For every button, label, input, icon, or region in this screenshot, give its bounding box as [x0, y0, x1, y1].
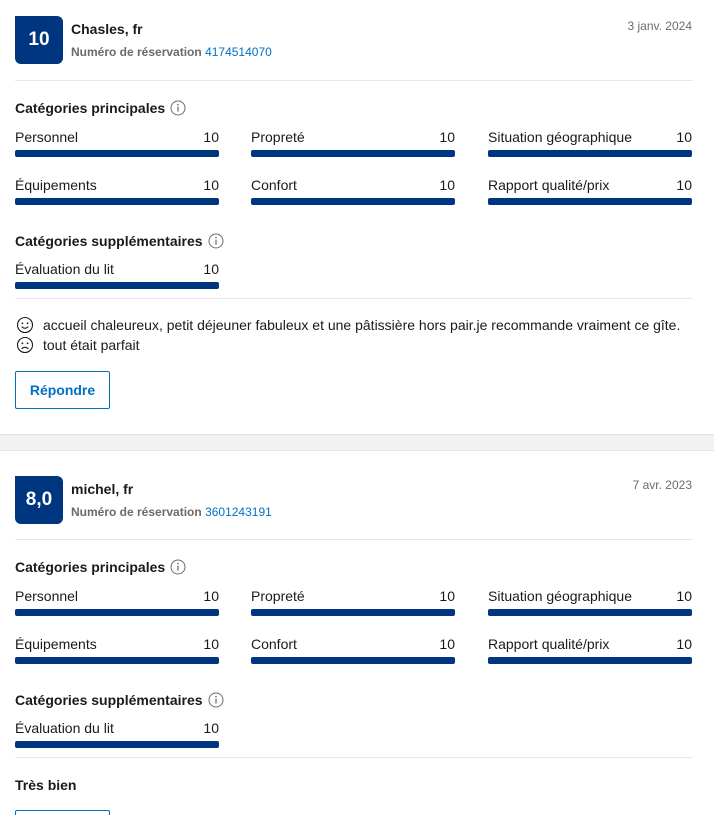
review-score-badge: 10 — [15, 16, 63, 64]
category-score: 10 — [439, 588, 455, 604]
category-score-fill — [15, 282, 219, 289]
category-score-bar — [15, 150, 219, 157]
main-categories-title: Catégories principales — [15, 100, 166, 116]
category-score: 10 — [439, 636, 455, 652]
category-score-fill — [251, 150, 455, 157]
category-score-fill — [488, 657, 692, 664]
booking-reference — [71, 505, 272, 519]
category-label: Évaluation du lit — [15, 261, 114, 277]
category-label: Équipements — [15, 177, 97, 193]
category-score: 10 — [676, 129, 692, 145]
category-score: 10 — [203, 129, 219, 145]
category-score: 10 — [203, 636, 219, 652]
category-score: 10 — [676, 636, 692, 652]
review-date: 7 avr. 2023 — [632, 478, 692, 492]
positive-comment — [16, 316, 680, 334]
category-score: 10 — [439, 177, 455, 193]
positive-comment-text: accueil chaleureux, petit déjeuner fabuleux et une pâtissière hors pair.je recommande vraiment ce gîte. — [43, 317, 681, 333]
category-score: 10 — [203, 588, 219, 604]
category-score-fill — [488, 198, 692, 205]
info-icon[interactable] — [170, 559, 186, 575]
category-label: Situation géographique — [488, 129, 633, 145]
category-score-bar — [488, 150, 692, 157]
main-categories-title: Catégories principales — [15, 559, 166, 575]
category-score-fill — [15, 657, 219, 664]
category-score-fill — [488, 150, 692, 157]
category-score: 10 — [676, 177, 692, 193]
category-label: Personnel — [15, 588, 79, 604]
category-label: Évaluation du lit — [15, 720, 114, 736]
booking-label: Numéro de réservation — [71, 45, 202, 59]
review-title: Très bien — [15, 777, 77, 793]
smiley-sad-icon — [16, 336, 34, 354]
category-label: Équipements — [15, 636, 97, 652]
info-icon[interactable] — [208, 233, 224, 249]
review-score-badge: 8,0 — [15, 476, 63, 524]
category-label: Situation géographique — [488, 588, 633, 604]
smiley-happy-icon — [16, 316, 34, 334]
category-score: 10 — [676, 588, 692, 604]
extra-categories-title: Catégories supplémentaires — [15, 692, 203, 708]
category-score-bar — [251, 198, 455, 205]
category-score-bar — [251, 609, 455, 616]
category-score-fill — [15, 741, 219, 748]
main-categories-heading — [15, 559, 186, 575]
negative-comment — [16, 336, 140, 354]
category-score-bar — [15, 657, 219, 664]
category-score-fill — [15, 609, 219, 616]
category-label: Personnel — [15, 129, 79, 145]
extra-categories-heading — [15, 233, 224, 249]
category-score-bar — [15, 741, 219, 748]
category-score: 10 — [203, 177, 219, 193]
category-score: 10 — [203, 720, 219, 736]
reviewer-name: Chasles, fr — [71, 21, 143, 37]
category-label: Confort — [251, 636, 297, 652]
category-score-bar — [488, 657, 692, 664]
negative-comment-text: tout était parfait — [43, 337, 140, 353]
booking-number-link[interactable]: 4174514070 — [205, 45, 272, 59]
category-label: Rapport qualité/prix — [488, 177, 610, 193]
category-score-fill — [251, 609, 455, 616]
category-score-fill — [251, 657, 455, 664]
category-score-fill — [251, 198, 455, 205]
category-score: 10 — [203, 261, 219, 277]
category-score-bar — [488, 609, 692, 616]
category-score-fill — [488, 609, 692, 616]
booking-reference — [71, 45, 272, 59]
divider — [15, 757, 693, 758]
category-score-bar — [15, 198, 219, 205]
category-label: Rapport qualité/prix — [488, 636, 610, 652]
category-score-bar — [251, 150, 455, 157]
category-label: Propreté — [251, 588, 305, 604]
review-separator — [0, 434, 714, 451]
category-score-bar — [488, 198, 692, 205]
category-score-bar — [251, 657, 455, 664]
divider — [15, 298, 693, 299]
reviewer-name: michel, fr — [71, 481, 134, 497]
category-score-fill — [15, 198, 219, 205]
booking-number-link[interactable]: 3601243191 — [205, 505, 272, 519]
category-score-bar — [15, 609, 219, 616]
category-score: 10 — [439, 129, 455, 145]
divider — [15, 539, 693, 540]
extra-categories-title: Catégories supplémentaires — [15, 233, 203, 249]
booking-label: Numéro de réservation — [71, 505, 202, 519]
category-label: Confort — [251, 177, 297, 193]
category-label: Propreté — [251, 129, 305, 145]
info-icon[interactable] — [208, 692, 224, 708]
category-score-fill — [15, 150, 219, 157]
main-categories-heading — [15, 100, 186, 116]
reply-button-partial[interactable] — [15, 810, 110, 815]
review-card — [0, 451, 714, 815]
info-icon[interactable] — [170, 100, 186, 116]
divider — [15, 80, 693, 81]
category-score-bar — [15, 282, 219, 289]
review-date: 3 janv. 2024 — [627, 19, 692, 33]
extra-categories-heading — [15, 692, 224, 708]
reply-button[interactable]: Répondre — [15, 371, 110, 409]
